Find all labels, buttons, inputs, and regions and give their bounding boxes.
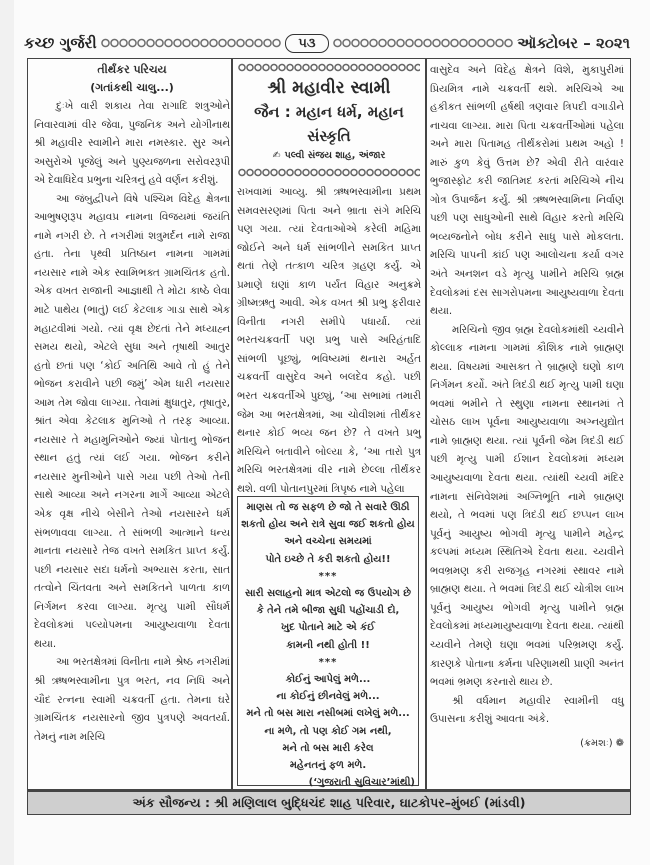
column-divider xyxy=(231,59,233,789)
paragraph: દુઃખે વારી શકાય તેવા રાગાદિ શત્રુઓને નિવારવામાં વીર જેવા, પુજનિક અને યોગીનાથ શ્રી મહાવીર સ્વામીને મારા નમસ્કાર. સુર અને અસુરોએ પૂજેલું અને પુણ્યજળના સરોવરરૂપી એ દેવાધિદેવ પ્રભુના ચરિત્રનું હવે વર્ણન કરીશું. xyxy=(34,100,230,187)
page-number: ૫૩ xyxy=(285,34,328,53)
sponsor-banner xyxy=(27,790,631,815)
pen-icon: ✍ xyxy=(272,150,281,161)
flower-ornament-icon: ❁ xyxy=(615,737,624,749)
page-header xyxy=(24,30,630,56)
quote-line: શકતો હોય અને રાત્રે સુવા જઈ શકતો હોય xyxy=(241,519,415,531)
magazine-name: કચ્છ ગુર્જરી xyxy=(24,34,97,52)
issue-date: ઑક્ટોબર – ૨૦૨૧ xyxy=(517,34,630,52)
left-column xyxy=(34,61,230,746)
author-line xyxy=(234,148,424,164)
quote-line: પોતે ઇચ્છે તે કરી શકતો હોય!! xyxy=(265,553,391,565)
continued-from-note: (ગતાંકથી ચાલુ...) xyxy=(90,81,174,94)
quote-line: કોઈનું આપેલું મળે... xyxy=(285,674,371,686)
quote-source: (‘ગુજરાતી સુવિચાર’માંથી) xyxy=(308,777,415,789)
paragraph: મરિચિનો જીવ બ્રહ્મ દેવલોકમાંથી ચ્યવીને કોલ્લાક નામના ગામમાં કૌશિક નામે બ્રાહ્મણ થયા. વિષયમાં આસક્ત તે બ્રાહ્મણે ઘણો કાળ નિર્ગમન કર્યો. અંતે ત્રિદંડી થઈ મૃત્યુ પામી ઘણા ભવમાં ભમીને તે સ્થુણા નામના સ્થાનમાં તે ચોસઠ લાખ પૂર્વના આયુષ્યવાળા અગ્નયુદ્યોત નામે બ્રાહ્મણ થયા. ત્યાં પૂર્વની જેમ ત્રિદંડી થઈ પછી મૃત્યુ પામી ઈશાન દેવલોકમાં મધ્યમ આયુષ્યવાળા દેવતા થયા. ત્યાંથી ચ્યવી મંદિર નામના સંનિવેશમાં અગ્નિભૂતિ નામે બ્રાહ્મણ થયો, તે ભવમાં પણ ત્રિદંડી થઈ છપ્પન લાખ પૂર્વનું આયુષ્ય ભોગવી મૃત્યુ પામીને મહેન્દ્ર કલ્પમાં મધ્યમ સ્થિતિએ દેવતા થયા. ચ્યવીને ભવભ્રમણ કરી રાજગૃહ નગરમાં સ્થાવર નામે બ્રાહ્મણ થયા. તે ભવમાં ત્રિદંડી થઈ ચોત્રીશ લાખ પૂર્વનું આયુષ્ય ભોગવી મૃત્યુ પામીને બ્રહ્મ દેવલોકમાં મધ્યમાયુષ્યવાળા દેવતા થયા. ત્યાંથી ચ્યવીને તેમણે ઘણા ભવમાં પરિભ્રમણ કર્યું. કારણકે પોતાના કર્મના પરિણામથી પ્રાણી અનંત ભવમાં ભ્રમણ કરનારો થાય છે. xyxy=(430,323,624,689)
quote-line: કે તેને તમે બીજા સુધી પહોંચાડી દો, xyxy=(256,605,400,617)
quote-line: મને તો બસ મારા નસીબમાં લખેલું મળે... xyxy=(246,708,410,720)
author-name: પલ્વી સંજય શાહ, અંજાર xyxy=(284,150,386,161)
quote-line: ખુદ પોતાને માટે એ કંઈ xyxy=(281,622,375,634)
sponsor-text: અંક સૌજન્ય : શ્રી મણિલાલ બુદ્ધિચંદ શાહ પરિવાર, ઘાટકોપર–મુંબઈ (માંડવી) xyxy=(132,795,526,810)
article-body: રાખવામાં આવ્યુ. શ્રી ઋષભસ્વામીના પ્રથમ સમવસરણમાં પિતા અને ભ્રાતા સંગે મરિચિ પણ ગયા. ત્યાં દેવતાઓએ કરેલી મહિમા જોઈને અને ધર્મ સાંભળીને સમકિત પ્રાપ્ત થતાં તેણે તત્કાળ ચરિત્ર ગ્રહણ કર્યું. એ પ્રમાણે ઘણાં કાળ પર્યંત વિહાર અનુક્રમે ગ્રીષ્મઋતુ આવી. એક વખત શ્રી પ્રભુ ફરીવાર વિનીતા નગરી સમીપે પધાર્યા. ત્યાં ભરતચક્રવર્તી પણ પ્રભુ પાસે અરિહંતાદિ સાંભળી પૂછ્યું, ભવિષ્યમાં થનારા અર્હત ચક્રવર્તી વાસુદેવ અને બલદેવ કહો. પછી ભરત ચક્રવર્તીએ પુછ્યું, ‘આ સભામાં તમારી જેમ આ ભરતક્ષેત્રમાં, આ ચોવીશમાં તીર્થંકર થનાર કોઈ ભવ્ય જન છે? તે વખતે પ્રભુ મરિચિને બતાવીને બોલ્યા કે, ‘આ તારો પુત્ર મરિચિ ભરતક્ષેત્રમાં વીર નામે છેલ્લા તીર્થંકર થશે. વળી પોતાનપુરમાં ત્રિપૃષ્ઠ નામે પહેલા xyxy=(237,186,421,495)
quote-line: માણસ તો જ સફળ છે જો તે સવારે ઊઠી xyxy=(246,502,410,513)
article-subtitle: જૈન : મહાન ધર્મ, મહાન સંસ્કૃતિ xyxy=(254,103,404,145)
quote-box xyxy=(237,496,419,789)
section-title: તીર્થંકર પરિચય xyxy=(97,63,167,76)
header-ornament-right xyxy=(333,37,514,49)
paragraph: આ જંબુદ્વીપને વિષે પશ્ચિમ વિદેહ ક્ષેત્રના આભુષણરૂપ મહાવપ્ર નામના વિજયમાં જયંતિ નામે નગરી છે. તે નગરીમાં શત્રુમર્દન નામે રાજા હતા. તેના પૃથ્વી પ્રતિષ્ઠાન નામના ગામમાં નયસાર નામે એક સ્વામિભક્ત ગ્રામચિંતક હતો. એક વખત રાજાની આજ્ઞાથી તે મોટા કાષ્ઠે લેવા માટે પાથેય (ભાતું) લઈ કેટલાક ગાડા સાથે એક મહાટવીમાં ગયો. ત્યાં વૃક્ષ છેદતાં તેને મધ્યાહ્ન સમય થયો, એટલે સુધા અને તૃષાથી આતુર હતો છતાં પણ ‘કોઈ અતિથિ આવે તો હું તેને ભોજન કરાવીને પછી જમું’ એમ ધારી નયસાર આમ તેમ જોવા લાગ્યા. તેવામાં ક્ષુધાતુર, તૃષાતુર, શ્રાંત એવા કેટલાક મુનિઓ તે તરફ આવ્યા. નયસાર તે મહામુનિઓને જ્યાં પોતાનુ ભોજન સ્થાન હતું ત્યાં લઈ ગયા. ભોજન કરીને નયસાર મુનીઓને પાસે ગયા પછી તેઓ તેની સાથે આવ્યા અને નગરના માર્ગે આવ્યા એટલે એક વૃક્ષ નીચે બેસીને તેઓ નયસારને ધર્મ સંભળાવવા લાગ્યા. તે સાંભળી આત્માને ધન્ય માનતા નયસારે તેજ વખતે સમકિત પ્રાપ્ત કર્યું. પછી નયસાર સદા ધર્મનો અભ્યાસ કરતા, સાત તત્વોને ચિંતવતા અને સમકિતને પાળતા કાળ નિર્ગમન કરવા લાગ્યા. મૃત્યુ પામી સૌધર્મ દેવલોકમાં પલ્યોપમના આયુષ્યવાળા દેવતા થયા. xyxy=(34,192,230,650)
paragraph: શ્રી વર્ધમાન મહાવીર સ્વામીની વધુ ઉપાસના કરીશું આવતા અંકે. xyxy=(430,694,624,726)
quote-line: ના મળે, તો પણ કોઈ ગમ નથી, xyxy=(264,725,392,737)
to-be-continued xyxy=(430,735,624,754)
quote-line: મને તો બસ મારી કરેલ xyxy=(282,742,374,754)
article-title: શ્રી મહાવીર સ્વામી xyxy=(267,78,391,98)
column-divider xyxy=(425,59,427,789)
right-column xyxy=(430,61,624,753)
quote-separator: *** xyxy=(318,570,338,582)
quote-line: કામની નથી હોતી !! xyxy=(286,639,370,651)
quote-line: સારી સલાહનો માત્ર એટલો જ ઉપયોગ છે xyxy=(245,588,411,600)
quote-separator: *** xyxy=(318,656,338,668)
article-frame xyxy=(27,58,631,790)
quote-line: મહેનતનું ફળ મળે. xyxy=(289,760,367,772)
paragraph: આ ભરતક્ષેત્રમાં વિનીતા નામે શ્રેષ્ઠ નગરીમાં શ્રી ઋષભસ્વામીના પુત્ર ભરત, નવ નિધિ અને ચૌદ રત્નના સ્વામી ચક્રવર્તી હતા. તેમના ઘરે ગ્રામચિંતક નયસારનો જીવ પુત્રપણે અવતર્યા. તેમનું નામ મરિચિ xyxy=(34,656,230,743)
header-ornament-left xyxy=(101,37,282,49)
continued-label: (ક્રમશઃ) xyxy=(580,737,613,749)
quote-line: ના કોઈનું છીનવેલું મળે... xyxy=(276,691,380,703)
paragraph: વાસુદેવ અને વિદેહ ક્ષેત્રને વિશે, મુકાપુરીમાં પ્રિયમિત્ર નામે ચક્રવર્તી થશે. મરિચિએ આ હકીકત સાંભળી હર્ષથી ત્રણવાર ત્રિપદી વગાડીને નાચવા લાગ્યા. મારા પિતા ચક્રવર્તીઓમાં પહેલા અને મારા પિતામહ તીર્થંકરોમાં પ્રથમ અહો ! મારું કુળ કેવું ઉત્તમ છે? એવી રીતે વારંવાર ભુજાસ્ફોટ કરી જાતિમદ કરતાં મરિચિએ નીચ ગોત્ર ઉપાર્જન કર્યું. શ્રી ઋષભસ્વામિના નિર્વાણ પછી પણ સાધુઓની સાથે વિહાર કરતો મરિચિ ભવ્યજનોને બોધ કરીને સાધુ પાસે મોકલતા. મરિચિ પાપની કાંઈ પણ આલોચના કર્યા વગર અંતે અનશન વડે મૃત્યુ પામીને મરિચિ બ્રહ્મ દેવલોકમાં દસ સાગરોપમના આયુષ્યવાળા દેવતા થયા. xyxy=(430,64,624,318)
quote-line: અને વચ્ચેના સમયમાં xyxy=(284,536,372,548)
middle-column xyxy=(234,59,424,789)
title-ornament-top xyxy=(238,63,420,72)
title-ornament-bottom xyxy=(238,168,420,177)
